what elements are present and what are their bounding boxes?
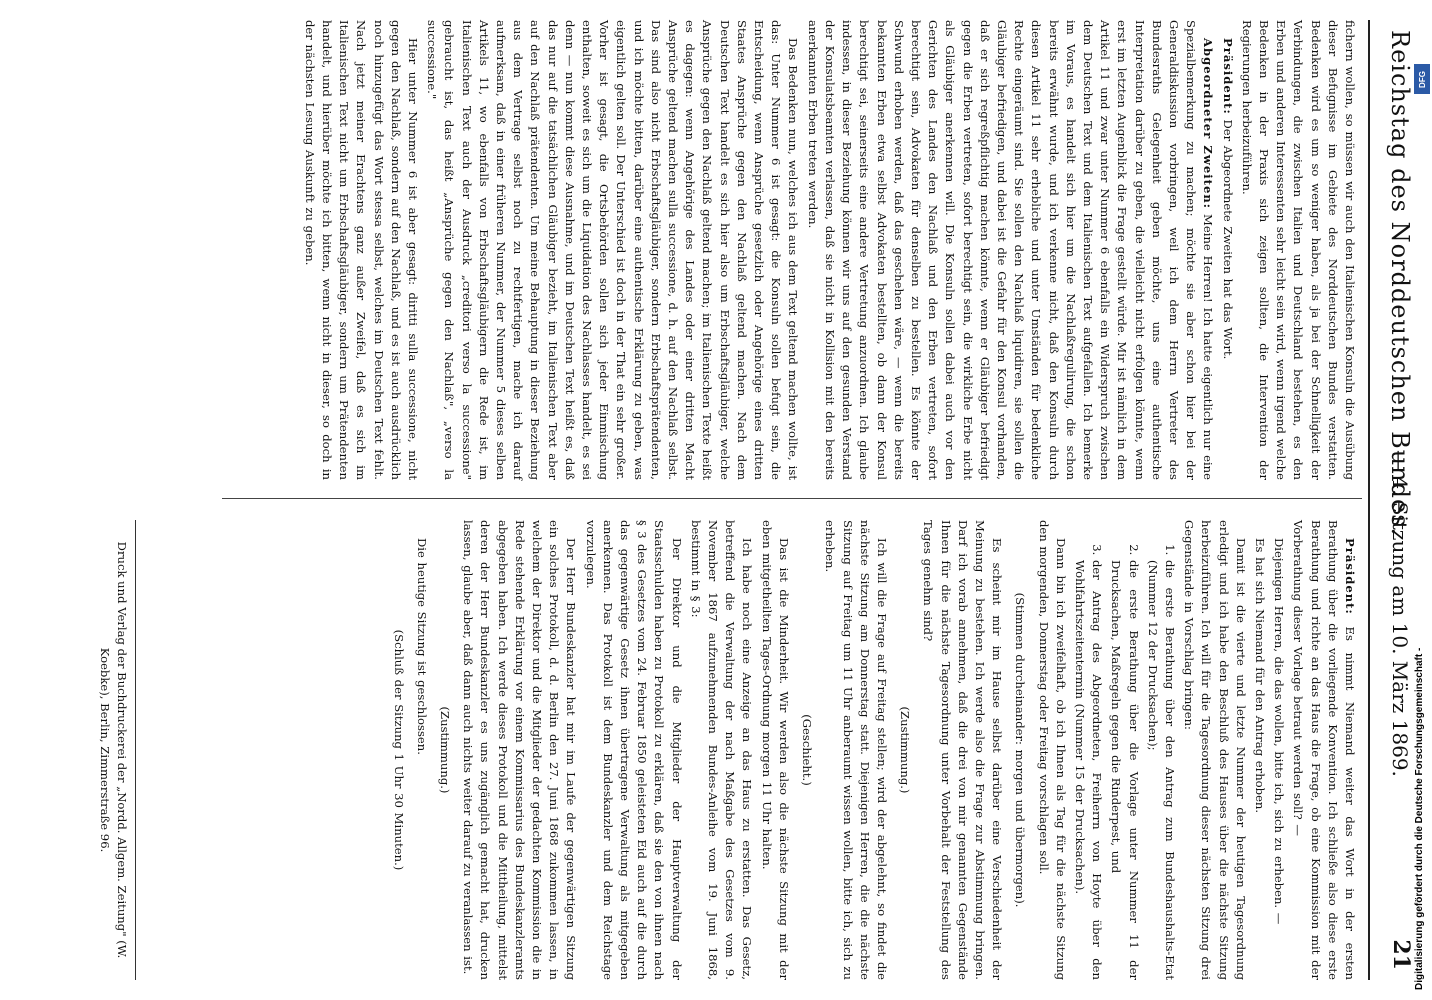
paragraph xyxy=(459,520,579,980)
paragraph-text: Damit ist die vierte und letzte Nummer der heutigen Tagesordnung erledigt und ich habe den Beschluß des Hauses über die nächste Sitzung herbeizuführen. Ich will für die Tagesordnung dieser nächsten Sitzung drei Gegenstände in Vorschlag bringen: xyxy=(1182,520,1248,980)
paragraph xyxy=(896,520,913,980)
left-column xyxy=(299,20,1358,480)
paragraph xyxy=(798,520,815,980)
imprint: Druck und Verlag der Buchdruckerei der „Nordd. Allgem. Zeitung" (W. Koebke), Berlin, Zimmerstraße 96. xyxy=(98,541,129,959)
paragraph-text: (Zustimmung.) xyxy=(898,706,913,794)
agenda-item: 2. die erste Berathung über die Vorlage unter Nummer 11 der Drucksachen, Maßregeln gegen die Rinderpest, und xyxy=(1107,560,1141,980)
paragraph-text: Diejenigen Herren, die das wollen, bitte ich, sich zu erheben. — xyxy=(1272,538,1287,925)
digitization-credit: Digitalisierung gefördert durch die Deutsche Forschungsgemeinschaft - xyxy=(1414,647,1425,990)
paragraph xyxy=(1011,520,1028,980)
paragraph xyxy=(1270,520,1287,980)
agenda-item: 1. die erste Berathung über den Antrag zum Bundeshaushalts-Etat (Nummer 12 der Drucksachen); xyxy=(1144,560,1178,980)
page-number: 21 xyxy=(1388,939,1414,970)
paragraph-text: fichern wollen, so müssen wir auch den Italienischen Konsuln die Ausübung dieser Befugnisse im Gebiete des Norddeutschen Bundes verstatten. Bedenken wird es um so weniger haben, als ja bei der Schnelligkeit der Verbindungen, die zwischen Italien und Deutschland bestehen, es den Erben und anderen Interessenten sehr leicht sein wird, wenn irgend welche Bedenken in der Praxis sich zeigen sollten, die Intervention der Regierungen herbeizuführen. xyxy=(1239,20,1357,480)
running-title: Reichstag des Norddeutschen Bundes. xyxy=(1386,30,1414,537)
dfg-logo xyxy=(1414,64,1430,94)
paragraph-text: Der Direktor und die Mitglieder der Hauptverwaltung der Staatsschulden haben zu Protokoll zu erklären, daß sie den von ihnen nach § 3 des Gesetzes vom 24. Februar 1850 geleisteten Eid auch auf die durch das gegenwärtige Gesetz ihnen übertragene Verwaltung als mitgegeben anerkennen. Das Protokoll ist dem Bundeskanzler und dem Reichstage vorzulegen. xyxy=(583,520,684,980)
paragraph xyxy=(1180,520,1249,980)
dfg-logo-text: DFG xyxy=(1417,70,1427,88)
paragraph-text: Ich will die Frage auf Freitag stellen; wird der abgelehnt, so findet die nächste Sitzung am Donnerstag statt. Diejenigen Herren, die die nächste Sitzung auf Freitag um 11 Uhr anberaumt wissen wollen, bitte ich, sich zu erheben. xyxy=(823,520,889,980)
paragraph xyxy=(919,520,1005,980)
paragraph-text: Der Abgeordnete Zweiten hat das Wort. xyxy=(1220,119,1235,360)
header-rule xyxy=(1368,20,1370,980)
paragraph-text: Hier unter Nummer 6 ist aber gesagt: diritti sulla successione, nicht gegen den Nachlaß, sondern auf den Nachlaß, und es ist auch ausdrücklich noch hinzugefügt das Wort stessa selbst, welches im Deutschen Text fehlt. Nach jetzt meiner Erachtens ganz außer Zweifel, daß es sich im Italienischen Text nicht um Erbschaftsgläubiger, sondern um Prätendenten handelt, und hierüber möchte ich bitten, wenn nicht in dieser, so doch in der nächsten Lesung Auskunft zu geben. xyxy=(302,20,421,480)
paragraph-text: (Stimmen durcheinander: morgen und übermorgen). xyxy=(1013,592,1028,908)
imprint-rule xyxy=(135,520,136,980)
paragraph xyxy=(1238,20,1358,480)
session-title: — 4. Sitzung am 10. März 1869. xyxy=(1388,450,1412,777)
paragraph-text: (Zustimmung.) xyxy=(438,706,453,794)
paragraph xyxy=(581,520,684,980)
paragraph-text: Es nimmt Niemand weiter das Wort in der ersten Berathung über die vorliegende Konvention. Ich schließe also diese erste Berathung und richte an das Haus die Frage, ob eine Kommission mit der Vorberathung dieser Vorlage betraut werden soll? — xyxy=(1291,520,1357,981)
paragraph xyxy=(423,20,801,480)
paragraph xyxy=(436,520,453,980)
paragraph xyxy=(821,520,890,980)
paragraph xyxy=(1289,520,1358,980)
paragraph-text: Dann bin ich zweifelhaft, ob ich Ihnen als Tag für die nächste Sitzung den morgenden, Donnerstag oder Freitag vorschlagen soll. xyxy=(1036,520,1068,980)
right-column xyxy=(383,520,1358,980)
paragraph-text: (Geschieht.) xyxy=(800,714,815,786)
agenda-list xyxy=(1071,520,1178,980)
paragraph-text: Der Herr Bundeskanzler hat mir im Laufe der gegenwärtigen Sitzung ein solches Protokoll, d. d. Berlin den 27. Juni 1868 zukommen lassen, in welchem der Direktor und die Mitglieder der gedachten Kommission die in Rede stehende Erklärung vor einem Kommissarius des Bundeskanzleramts abgegeben haben. Ich werde dieses Protokoll und die Mittheilung, mittelst deren der Herr Bundeskanzler es uns zugänglich gemacht hat, drucken lassen, glaube aber, daß dann auch nichts weiter darauf zu veranlassen ist. xyxy=(461,520,579,980)
paragraph-text: (Schluß der Sitzung 1 Uhr 30 Minuten.) xyxy=(391,629,406,871)
paragraph xyxy=(1218,20,1235,480)
paragraph xyxy=(389,520,406,980)
paragraph-text: Das Bedenken nun, welches ich aus dem Text geltend machen wollte, ist das: Unter Nummer 6 ist gesagt: die Konsuln sollen befugt sein, die Entscheidung, wenn Ansprüche gesetzlich oder Angehörige eines dritten Staates Ansprüche gegen den Nachlaß geltend machen. Nach dem Deutschen Text handelt es sich hier also um Erbschaftsgläubiger, welche Ansprüche gegen den Nachlaß geltend machen; im Italienischen Texte heißt es dagegen: wenn Angehörige des Landes oder einer dritten Macht Ansprüche geltend machen sulla successione, d. h. auf den Nachlaß selbst. Das sind also nicht Erbschaftsgläubiger, sondern Erbschaftsprätendenten, und ich möchte bitten, darüber eine authentische Erklärung zu geben, was eigentlich gelten soll. Der Unterschied ist doch in der That ein sehr großer. Vorher ist gesagt, die Ortsbehörden sollen sich jeder Einmischung enthalten, soweit es sich um die Liquidation des Nachlasses handelt, es sei denn — nun kommt diese Ausnahme, und im Deutschen Text heißt es, daß das nur auf die tatsächlichen Gläubiger bezieht, im Italienischen Text aber auf den Nachlaß prätendenten. Um meine Behauptung in dieser Beziehung aus dem Vertrage selbst noch zu rechtfertigen, mache ich darauf aufmerksam, daß in einer früheren Nummer, der Nummer 5 dieses selben Artikels 11, wo ebenfalls von Erbschaftsgläubigern die Rede ist, im Italienischen Text auch der Ausdruck „creditori verso la successione" gebraucht ist, das heißt „Ansprüche gegen den Nachlaß", „verso la successione." xyxy=(425,20,801,480)
paragraph-text: Es scheint mir im Hause selbst darüber eine Verschiedenheit der Meinung zu bestehen. Ich werde also die Frage zur Abstimmung bringen. Darf ich vorab annehmen, daß die drei von mir genannten Gegenstände Ihnen für die nächste Tagesordnung unter Vorbehalt der Feststellung des Tages genehm sind? xyxy=(921,520,1005,980)
speaker-name: Abgeordneter Zweiten: xyxy=(1201,38,1216,210)
paragraph xyxy=(758,520,792,980)
paragraph-text: Es hat sich Niemand für den Antrag erhoben. xyxy=(1252,538,1267,814)
paragraph xyxy=(804,20,1217,480)
paragraph-text: Ich habe noch eine Anzeige an das Haus zu erstatten. Das Gesetz, betreffend die Verwaltung der nach Maßgabe des Gesetzes vom 9. November 1867 aufzunehmenden Bundes-Anleihe vom 19. Juni 1868, bestimmt in § 3: xyxy=(688,520,755,980)
paragraph xyxy=(1034,520,1068,980)
speaker-name: Präsident: xyxy=(1343,538,1357,615)
paragraph xyxy=(301,20,421,480)
paragraph-text: Meine Herren! Ich hatte eigentlich nur eine Spezialbemerkung zu machen; möchte sie aber schon hier bei der Generaldiskussion vorbringen, weil ich dem Herrn Vertreter des Bundesraths Gelegenheit geben möchte, uns eine authentische Interpretation darüber zu geben, die vielleicht nicht erfolgen könnte, wenn erst im letzten Augenblick die Frage gestellt würde. Mir ist nämlich in dem Artikel 11 und zwar unter Nummer 6 ebenfalls ein Widerspruch zwischen dem Deutschen Text und dem Italienischen Text aufgefallen. Ich bemerke im Voraus, es handelt sich hier um die Nachlaßregulirung, die schon bereits erwähnt wurde, und ich verkenne nicht, daß den Konsuln durch diesen Artikel 11 sehr erhebliche und unter Umständen für bedenkliche Rechte eingeräumt sind. Sie sollen den Nachlaß liquidiren, sie sollen die Gläubiger befriedigen, und dabei ist die Gefahr für den Konsul vorhanden, daß er sich regreßpflichtig machen könnte, wenn er Gläubiger befriedigt gegen die Erben vertreten, sofort berechtigt sein, die wirkliche Erbe nicht als Gläubiger anerkennen will. Die Konsuln sollen dabei auch vor den Gerichten des Landes den Nachlaß und den Erben vertreten, sofort berechtigt sein, Advokaten für denselben zu bestellen. Es könnte der Schwund erhoben werden, daß das geschehen wäre, — wenn die bereits bekannten Erben etwa selbst Advokaten bestellten, ob dann der Konsul berechtigt sei, seinerseits eine andere Vertretung anzuordnen. Ich glaube indessen, in dieser Beziehung können wir uns auf den gesunden Verstand der Konsulatsbeamten verlassen, daß sie nicht in Kollision mit den bereits anerkannten Erben treten werden. xyxy=(805,20,1216,481)
paragraph xyxy=(413,520,430,980)
agenda-item: 3. der Antrag des Abgeordneten, Freiherrn von Hoyte über den Wohlfahrtszeitentermin (Nummer 15 der Drucksachen). xyxy=(1071,560,1105,980)
column-rule xyxy=(222,498,1362,499)
paragraph xyxy=(1251,520,1268,980)
paragraph-text: Das ist die Minderheit. Wir werden also die nächste Sitzung mit der eben mitgetheilten Tages-Ordnung morgen 11 Uhr halten. xyxy=(759,520,791,980)
paragraph xyxy=(687,520,756,980)
speaker-name: Präsident: xyxy=(1220,38,1235,115)
paragraph-text: Die heutige Sitzung ist geschlossen. xyxy=(414,538,429,755)
